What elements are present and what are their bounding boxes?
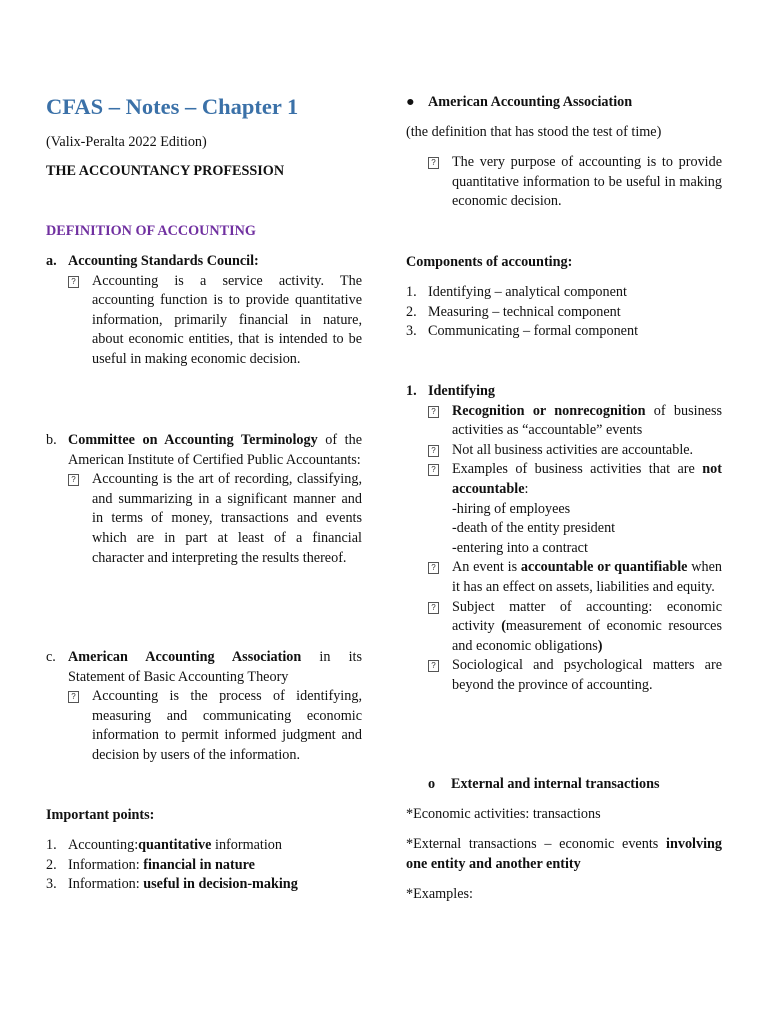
- num: 1.: [406, 383, 417, 399]
- marker: o: [428, 776, 436, 792]
- bold: (: [501, 618, 506, 635]
- text: Sociological and psychological matters are beyond the province of accounting.: [452, 657, 722, 693]
- bold: financial in nature: [143, 856, 255, 873]
- text: Examples of business activities that are: [452, 461, 703, 478]
- definition-c: [46, 648, 362, 766]
- definition-text: Accounting is the process of identifying, measuring and communicating economic information to permit informed judgment and decision by users of the information.: [92, 688, 362, 763]
- important-list: [46, 836, 362, 895]
- marker: c.: [46, 649, 56, 665]
- list-item: [46, 836, 362, 856]
- definition-title-rest: in its Statement of Basic Accounting Theory: [68, 649, 362, 685]
- bullet-icon: ?: [428, 464, 439, 476]
- text: Not all business activities are accountable.: [452, 441, 694, 458]
- external-heading: [406, 775, 722, 795]
- num: 1.: [406, 284, 417, 300]
- definition-b: [46, 431, 362, 568]
- bullet-dot: ●: [406, 94, 415, 110]
- definition-text: Accounting is the art of recording, classifying, and summarizing in a significant manner and in terms of money, transactions and events which are in part at least of a financial character and interpreting the results thereof.: [92, 471, 362, 566]
- list-item: [46, 875, 362, 895]
- bold: accountable or quantifiable: [520, 559, 688, 576]
- example: -death of the entity president: [452, 520, 616, 537]
- bullet-icon: ?: [428, 157, 439, 169]
- num: 1.: [46, 837, 57, 853]
- identifying-title: Identifying: [428, 383, 496, 399]
- components-list: [406, 283, 722, 342]
- definition-text: Accounting is a service activity. The accounting function is to provide quantitative information, primarily financial in nature, about economic entities, that is intended to be useful in making economic decision.: [92, 272, 362, 367]
- marker: a.: [46, 253, 57, 269]
- economic-activities: *Economic activities: transactions: [406, 806, 601, 822]
- num: 3.: [46, 876, 57, 893]
- num: 3.: [406, 323, 417, 340]
- aaa-definition: [406, 153, 722, 212]
- bold: not accountable: [452, 461, 722, 497]
- components-heading: Components of accounting:: [406, 254, 573, 270]
- bullet-icon: ?: [428, 445, 439, 457]
- text: Subject matter of accounting: economic activity: [452, 598, 722, 635]
- num: 2.: [406, 303, 417, 320]
- external-title: External and internal transactions: [451, 776, 660, 792]
- definition-title: Accounting Standards Council:: [68, 253, 259, 269]
- bullet-icon: ?: [68, 691, 79, 703]
- text: when it has an effect on assets, liabilities and equity.: [452, 559, 723, 595]
- definition-text: The very purpose of accounting is to provide quantitative information to be useful in making economic decision.: [452, 154, 722, 210]
- profession-heading: THE ACCOUNTANCY PROFESSION: [46, 163, 285, 179]
- text: Identifying – analytical component: [428, 284, 627, 300]
- bold: useful in decision-making: [143, 876, 298, 893]
- bullet-icon: ?: [428, 602, 439, 614]
- section-heading: DEFINITION OF ACCOUNTING: [46, 223, 256, 239]
- text: of business activities as “accountable” events: [452, 402, 723, 439]
- aaa-title: American Accounting Association: [428, 94, 633, 110]
- definition-title: American Accounting Association: [68, 649, 302, 665]
- text: Communicating – formal component: [428, 323, 639, 340]
- bullet-icon: ?: [68, 276, 79, 288]
- example: -hiring of employees: [452, 500, 571, 517]
- list-item: [406, 283, 722, 303]
- external-transactions: [406, 835, 722, 874]
- colon: :: [524, 480, 529, 497]
- bullet-icon: ?: [428, 562, 439, 574]
- bold: involving one entity and another entity: [406, 836, 722, 872]
- edition: (Valix-Peralta 2022 Edition): [46, 134, 207, 150]
- bold: ): [597, 637, 603, 654]
- definition-title: Committee on Accounting Terminology: [68, 432, 318, 448]
- num: 2.: [46, 856, 57, 873]
- example: -entering into a contract: [452, 539, 588, 556]
- label: Information:: [68, 876, 144, 893]
- definition-note: (the definition that has stood the test of time): [406, 124, 662, 140]
- label: Information:: [68, 856, 144, 873]
- text: An event is: [452, 559, 521, 576]
- bullet-icon: ?: [428, 660, 439, 672]
- identifying-section: [406, 382, 722, 696]
- definition-title-rest: of the American Institute of Certified Public Accountants:: [68, 432, 362, 468]
- page-title: CFAS – Notes – Chapter 1: [46, 94, 299, 119]
- bold: quantitative: [138, 837, 212, 853]
- label: Accounting:: [68, 837, 139, 853]
- aaa-heading: [406, 93, 722, 113]
- examples-label: *Examples:: [406, 886, 473, 902]
- bold: Recognition or nonrecognition: [452, 402, 646, 419]
- text: Measuring – technical component: [428, 303, 621, 320]
- rest: information: [211, 837, 282, 853]
- text: *External transactions – economic events: [406, 836, 667, 852]
- list-item: [406, 322, 722, 342]
- marker: b.: [46, 432, 57, 448]
- definition-a: [46, 252, 362, 370]
- bullet-icon: ?: [428, 406, 439, 418]
- text: measurement of economic resources and economic obligations: [452, 618, 722, 654]
- important-heading: Important points:: [46, 807, 155, 823]
- bullet-icon: ?: [68, 474, 79, 486]
- list-item: [46, 856, 362, 876]
- list-item: [406, 303, 722, 323]
